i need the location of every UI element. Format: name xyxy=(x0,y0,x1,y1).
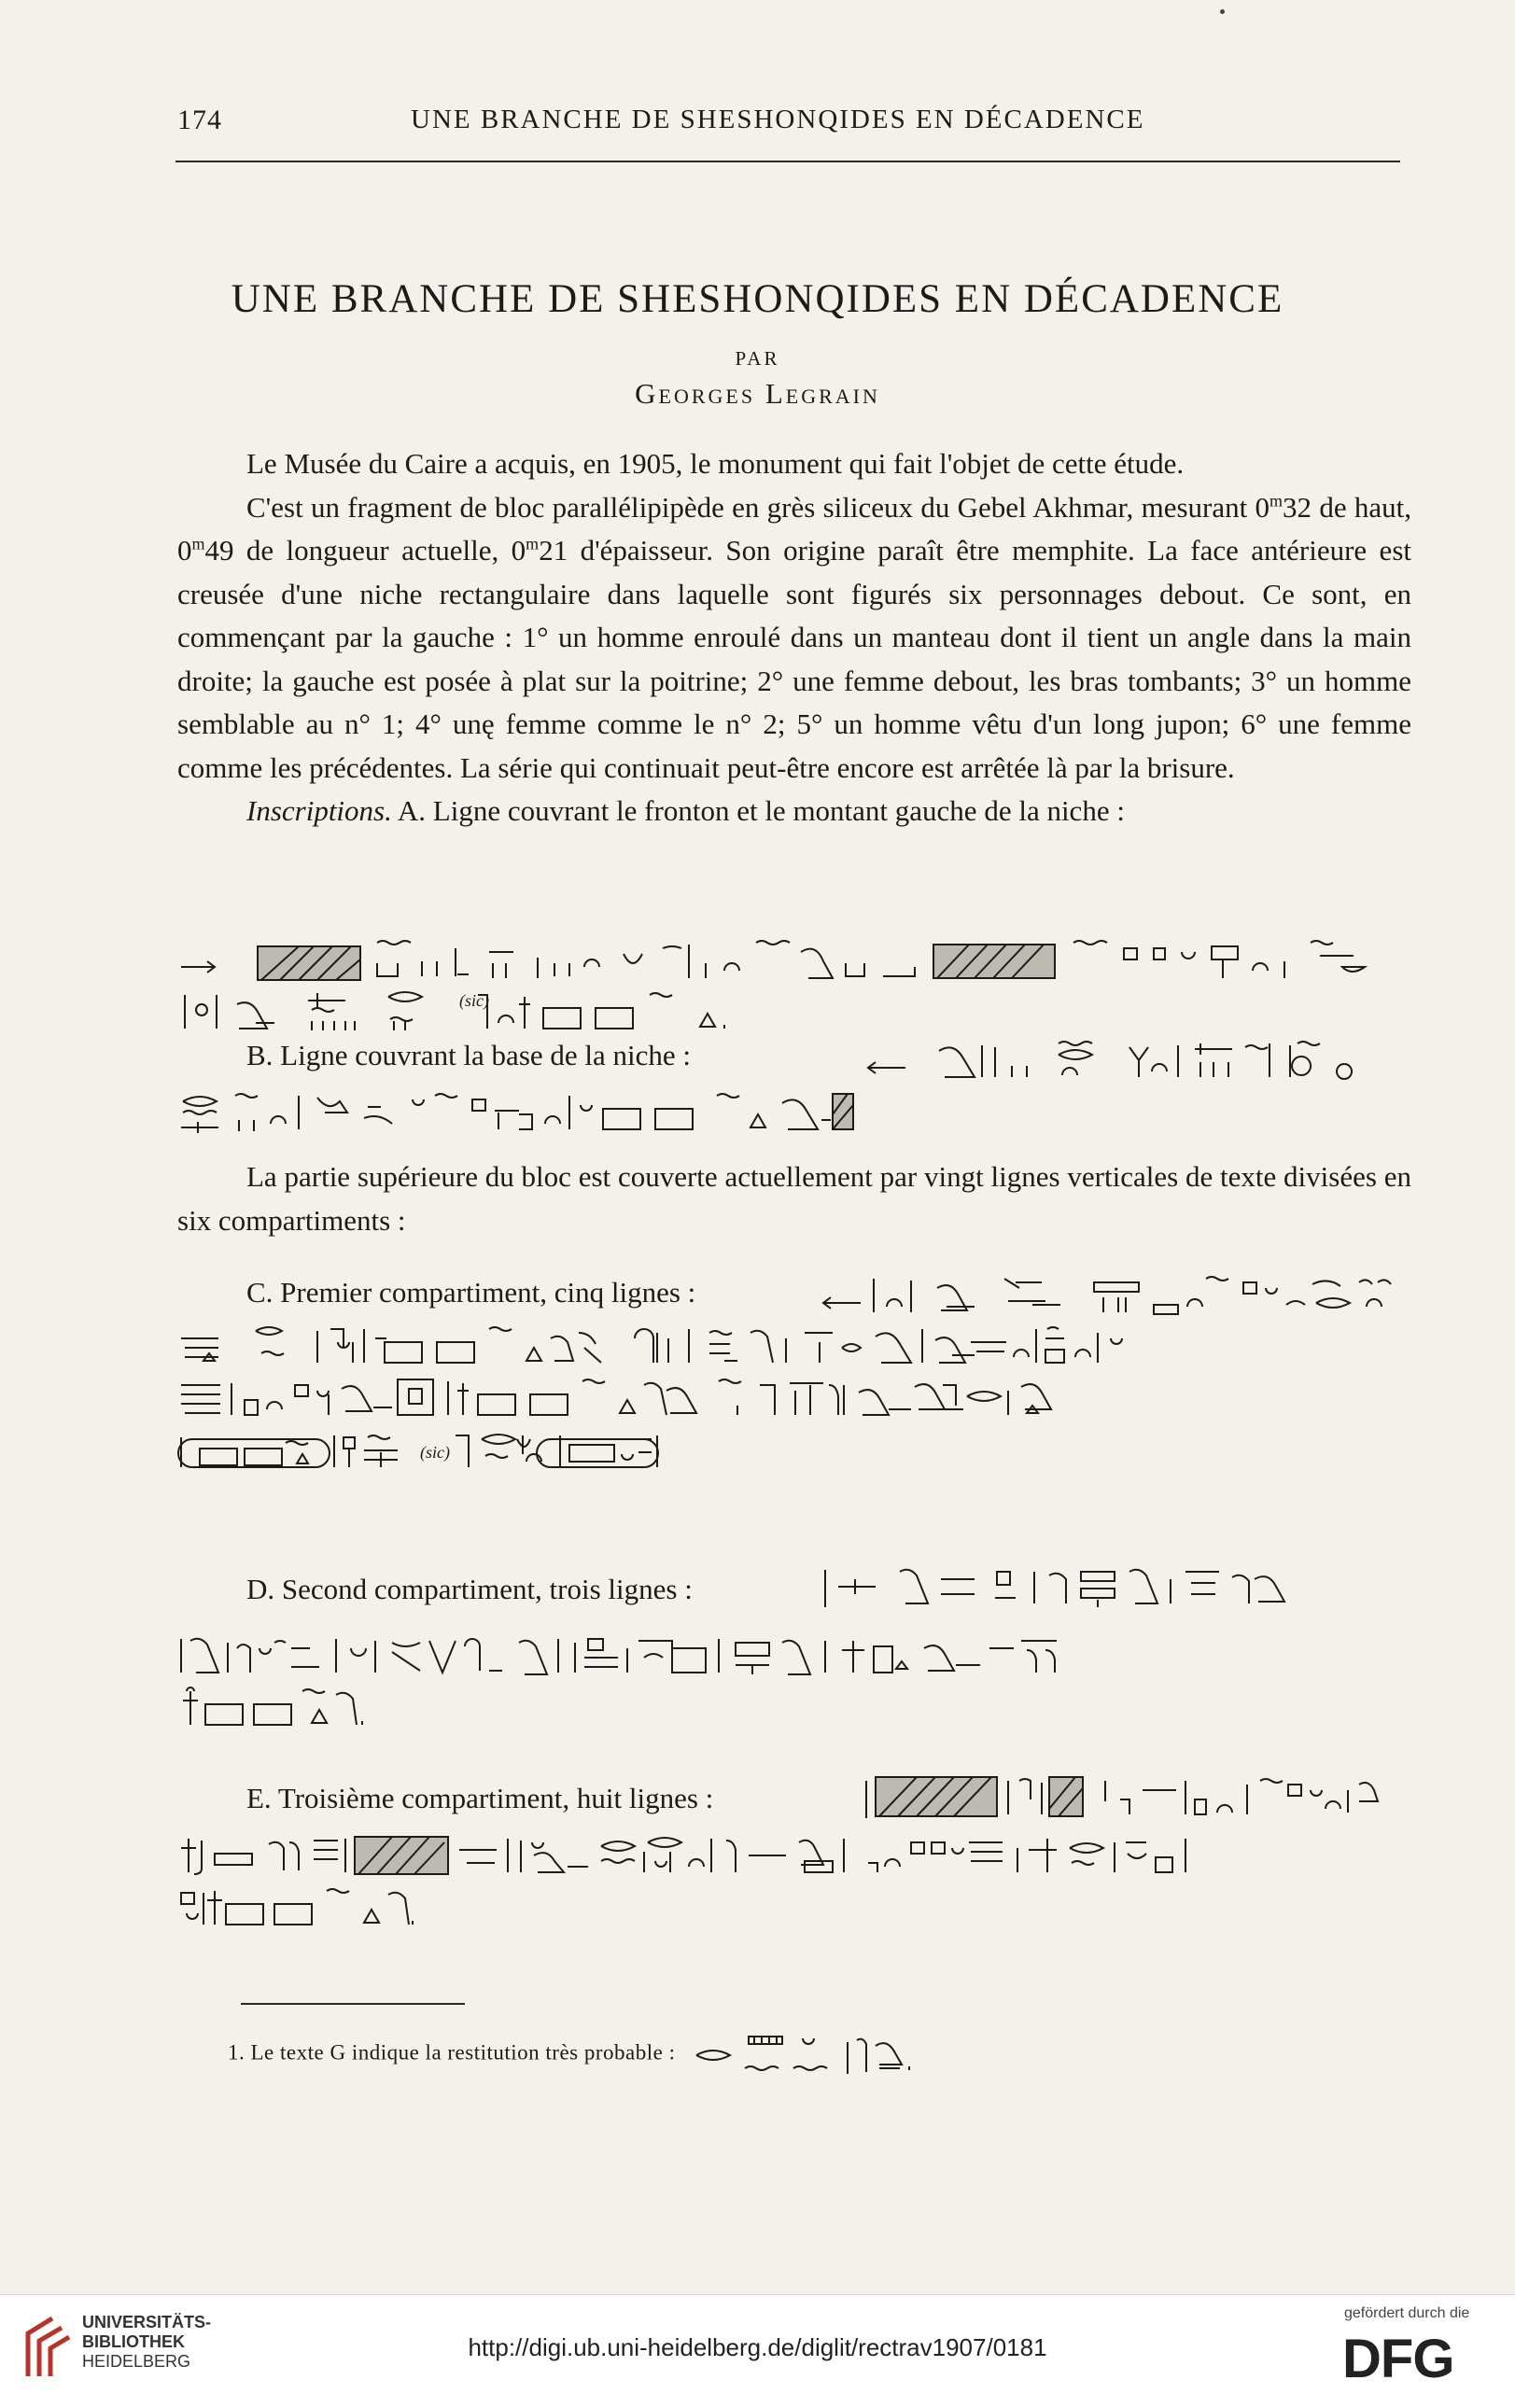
hieroglyph-glyphs xyxy=(821,1269,1419,1322)
article-author: Georges Legrain xyxy=(635,377,880,410)
paragraph-2: C'est un fragment de bloc parallélipipède en grès siliceux du Gebel Akhmar, mesurant 0$^m$32 de haut, 0$^m$49 de longueur actuelle, 0$^m$21 d'épaisseur. Son origine paraît être memphite. La face antérieure est creusée d'une niche rectangulaire dans laquelle sont figurés six personnages debout. Ce sont, en commençant par la gauche : 1° un homme enroulé dans un manteau dont il tient un angle dans la main droite; la gauche est posée à plat sur la poitrine; 2° une femme debout, les bras tombants; 3° un homme semblable au n° 1; 4° unę femme comme le n° 2; 5° un homme vêtu d'un long jupon; 6° une femme comme les précédentes. La série qui continuait peut-être encore est arrêtée là par la brisure. xyxy=(177,490,1411,784)
hieroglyph-glyphs xyxy=(177,1372,1410,1424)
hieroglyph-glyphs xyxy=(177,986,1410,1038)
article-title: UNE BRANCHE DE SHESHONQIDES EN DÉCADENCE xyxy=(231,277,1284,321)
hieroglyph-line-e2 xyxy=(177,1829,1410,1882)
hieroglyph-line-b1 xyxy=(859,1034,1419,1086)
hieroglyph-glyphs xyxy=(177,933,1410,986)
hieroglyph-glyphs xyxy=(177,1882,1410,1934)
header-rule xyxy=(175,161,1400,162)
footnote-rule xyxy=(241,2003,465,2005)
page-number: 174 xyxy=(177,105,222,135)
hieroglyph-line-c3 xyxy=(177,1372,1410,1424)
footnote-text: 1. Le texte G indique la restitution très probable : xyxy=(228,2040,676,2065)
paragraph-line-c: C. Premier compartiment, cinq lignes : xyxy=(246,1276,696,1309)
footnote xyxy=(228,2031,991,2078)
paragraph-line-e: E. Troisième compartiment, huit lignes : xyxy=(246,1782,714,1814)
hieroglyph-line-b2 xyxy=(177,1086,1410,1139)
funding-note: gefördert durch die xyxy=(1344,2305,1470,2321)
hieroglyph-line-a2 xyxy=(177,986,1410,1038)
paragraph-compartments: La partie supérieure du bloc est couverte actuellement par vingt lignes verticales de texte divisées en six compartiments : xyxy=(177,1160,1411,1237)
sic-note: (sic) xyxy=(420,1443,450,1462)
paragraph-line-b: B. Ligne couvrant la base de la niche : xyxy=(246,1039,692,1071)
hieroglyph-glyphs xyxy=(859,1771,1419,1824)
hieroglyph-line-d2 xyxy=(177,1630,1410,1682)
hieroglyph-glyphs xyxy=(859,1034,1419,1086)
sic-note: (sic) xyxy=(459,991,489,1010)
hieroglyph-line-c4 xyxy=(177,1424,1410,1477)
scan-speck xyxy=(1220,9,1225,14)
body-paragraphs xyxy=(177,442,1411,833)
hieroglyph-glyphs xyxy=(177,1086,1410,1139)
hieroglyph-line-d1 xyxy=(821,1561,1419,1613)
hieroglyph-glyphs xyxy=(821,1561,1419,1613)
hieroglyph-glyphs xyxy=(177,1682,1410,1734)
hieroglyph-glyphs xyxy=(177,1829,1410,1882)
dfg-logo: DFG xyxy=(1342,2329,1454,2389)
running-head: UNE BRANCHE DE SHESHONQIDES EN DÉCADENCE xyxy=(411,105,1145,134)
hieroglyph-glyphs xyxy=(177,1320,1410,1372)
source-url[interactable]: http://digi.ub.uni-heidelberg.de/diglit/rectrav1907/0181 xyxy=(468,2333,1047,2361)
hieroglyph-line-e3 xyxy=(177,1882,1410,1934)
paragraph-line-d: D. Second compartiment, trois lignes : xyxy=(246,1573,693,1605)
article-by: PAR xyxy=(735,347,780,370)
hieroglyph-line-c2 xyxy=(177,1320,1410,1372)
university-library-name: UNIVERSITÄTS- BIBLIOTHEK HEIDELBERG xyxy=(82,2313,212,2371)
hieroglyph-line-d3 xyxy=(177,1682,1410,1734)
hieroglyph-line-e1 xyxy=(859,1771,1419,1824)
paragraph-inscriptions: Inscriptions. A. Ligne couvrant le fronton et le montant gauche de la niche : xyxy=(246,794,1125,827)
hieroglyph-line-a1 xyxy=(177,933,1410,986)
paragraph-1: Le Musée du Caire a acquis, en 1905, le monument qui fait l'objet de cette étude. xyxy=(246,447,1185,480)
paragraph-compartments-block xyxy=(177,1155,1411,1242)
hieroglyph-glyphs xyxy=(177,1630,1410,1682)
hieroglyph-line-c1 xyxy=(821,1269,1419,1322)
footnote-hieroglyphs xyxy=(693,2031,991,2078)
hieroglyph-glyphs xyxy=(177,1424,1410,1477)
